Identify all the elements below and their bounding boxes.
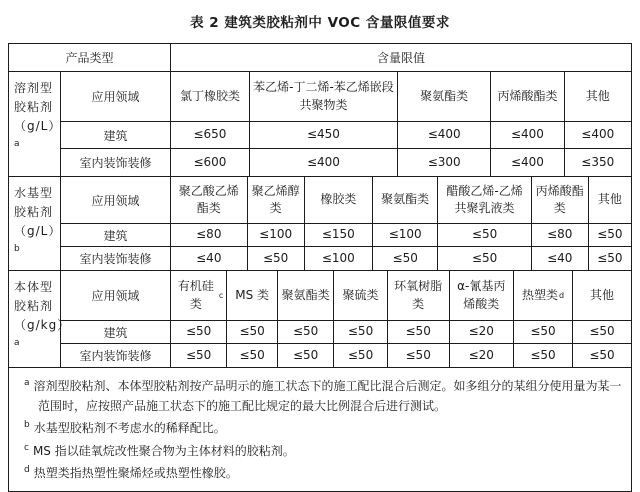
column-header-label: 环氧树脂类 [394,279,443,311]
product-type-cell [9,271,71,367]
column-footnote-mark: d [558,290,565,300]
column-header-cell [565,72,631,121]
footnotes-area [9,368,631,491]
limit-value-cell: ≤50 [227,321,278,343]
limit-value-cell: ≤50 [597,227,623,242]
column-header-cell [278,271,334,320]
limit-value-cell: ≤50 [334,321,388,343]
limit-value-cell: ≤400 [491,122,564,148]
product-type-name-line: 胶粘剂 [14,205,54,220]
section-body [61,72,631,176]
limit-value-cell: ≤350 [581,154,615,169]
page-title: 表 2 建筑类胶粘剂中 VOC 含量限值要求 [190,15,450,31]
product-type-name-line: 本体型 [14,280,54,294]
limit-value-cell: ≤400 [398,122,491,148]
column-header-label: 聚乙烯醇类 [251,183,300,215]
limit-value-cell: ≤50 [373,247,438,270]
row-label: 建筑 [61,224,171,246]
limit-value-cell: ≤650 [171,122,250,148]
limit-value-cell: ≤20 [450,344,514,367]
footnote-marker: a [24,378,30,388]
column-header-label: 醋酸乙烯-乙烯共聚乳液类 [446,183,523,215]
column-header-label: 苯乙烯-丁二烯-苯乙烯嵌段共聚物类 [253,80,394,112]
column-header-cell [250,72,398,121]
row-label: 建筑 [61,122,171,148]
data-row [61,344,631,367]
product-type-name-line: 胶粘剂 [14,299,54,314]
section-bulk-type [9,271,631,368]
column-header-cell [388,271,450,320]
column-header-cell [438,177,531,223]
footnote-text: 水基型胶粘剂不考虑水的稀释配比。 [33,421,226,435]
section-body [61,271,631,367]
column-header-label: 其他 [589,287,614,302]
limit-value-cell: ≤50 [438,224,531,246]
column-header-cell [491,72,564,121]
application-area-label: 应用领域 [61,177,171,223]
application-area-label: 应用领域 [61,72,171,121]
limit-value-cell: ≤40 [532,247,589,270]
footnote-marker: c [24,442,29,453]
product-type-cell [9,177,61,270]
footnote [24,374,623,416]
column-header-label: 丙烯酸酯类 [497,88,558,103]
limit-value-cell: ≤400 [581,127,615,142]
limit-value-cell: ≤50 [597,250,623,265]
column-header-row [61,177,631,224]
limit-value-cell: ≤600 [171,149,250,176]
limit-value-cell: ≤50 [438,247,531,270]
limit-value-cell: ≤100 [305,247,373,270]
header-content-limit: 含量限值 [376,51,425,65]
column-header-label: 聚乙酸乙烯酯类 [178,183,239,215]
limit-value-cell: ≤50 [227,344,278,367]
limit-value-cell: ≤50 [514,344,573,367]
column-header-label: MS 类 [235,287,270,302]
data-row [61,321,631,344]
limit-value-cell: ≤100 [373,224,438,246]
column-header-row [61,271,631,321]
limit-value-cell: ≤50 [248,247,305,270]
product-type-footnote-mark: b [14,243,20,254]
column-header-label: 其他 [597,192,622,207]
column-header-label: 有机硅类 [177,279,214,311]
limit-value-cell: ≤50 [334,344,388,367]
product-type-footnote-mark: a [14,337,20,348]
footnote-text: MS 指以硅氧烷改性聚合物为主体材料的胶粘剂。 [32,443,295,458]
product-type-unit: （g/L） [14,224,62,239]
table-header-row [9,44,631,72]
row-label: 室内装饰装修 [61,344,171,367]
column-footnote-mark: c [218,290,224,300]
product-type-cell [9,72,61,176]
limit-value-cell: ≤300 [398,149,491,176]
column-header-label: 聚氨酯类 [381,192,430,207]
column-header-label: 氯丁橡胶类 [179,88,240,103]
column-header-label: 聚氨酯类 [420,88,469,103]
footnote-marker: d [24,465,30,475]
row-label: 建筑 [61,321,171,343]
footnote-marker: b [24,420,30,430]
column-header-cell [171,271,227,320]
footnote [24,439,623,462]
column-header-cell [334,271,388,320]
column-header-label: 橡胶类 [320,192,357,207]
column-header-label: 聚硫类 [342,287,379,302]
data-row [61,247,631,270]
row-label: 室内装饰装修 [61,247,171,270]
limit-value-cell: ≤50 [589,324,615,339]
column-header-cell [589,177,631,223]
column-header-row [61,72,631,122]
footnote [24,416,623,439]
limit-value-cell: ≤400 [250,149,398,176]
row-label: 室内装饰装修 [61,149,171,176]
voc-limit-table [8,43,632,492]
limit-value-cell: ≤50 [388,321,450,343]
footnote-text: 溶剂型胶粘剂、本体型胶粘剂按产品明示的施工状态下的施工配比混合后测定。如多组分的某组分使用量为某一范围时，应按照产品施工状态下的施工配比规定的最大比例混合后进行测试。 [33,379,622,413]
footnote [24,461,623,484]
limit-value-cell: ≤50 [589,347,615,362]
limit-value-cell: ≤150 [305,224,373,246]
limit-value-cell: ≤50 [171,321,227,343]
column-header-cell [227,271,278,320]
limit-value-cell: ≤400 [491,149,564,176]
product-type-name-line: 胶粘剂 [14,100,54,115]
column-header-label: 热塑类 [521,287,558,302]
column-header-label: 聚氨酯类 [281,287,330,302]
column-header-cell [305,177,373,223]
section-water-based [9,177,631,271]
limit-value-cell: ≤50 [388,344,450,367]
column-header-cell [373,177,438,223]
application-area-label: 应用领域 [61,271,171,320]
column-header-cell [450,271,514,320]
section-body [61,177,631,270]
limit-value-cell: ≤100 [248,224,305,246]
product-type-name-line: 水基型 [14,186,54,200]
data-row [61,224,631,247]
column-header-cell [248,177,305,223]
data-row [61,122,631,149]
limit-value-cell: ≤50 [278,321,334,343]
section-solvent-based [9,72,631,177]
product-type-name-line: 溶剂型 [14,81,54,95]
limit-value-cell: ≤450 [250,122,398,148]
product-type-footnote-mark: a [14,138,20,149]
limit-value-cell: ≤80 [171,224,248,246]
limit-value-cell: ≤80 [532,224,589,246]
footnote-text: 热塑类指热塑性聚烯烃或热塑性橡胶。 [33,466,238,480]
limit-value-cell: ≤50 [278,344,334,367]
product-type-unit: （g/L） [14,119,62,134]
product-type-unit: （g/kg） [14,318,71,333]
data-row [61,149,631,176]
column-header-cell [398,72,491,121]
column-header-label: α-氰基丙烯酸类 [457,279,506,311]
column-header-cell [573,271,631,320]
header-product-type: 产品类型 [9,44,171,71]
column-header-cell [171,72,250,121]
limit-value-cell: ≤40 [171,247,248,270]
column-header-cell [171,177,248,223]
column-header-cell [532,177,589,223]
column-header-label: 丙烯酸酯类 [535,183,584,215]
limit-value-cell: ≤50 [171,344,227,367]
column-header-cell [514,271,573,320]
limit-value-cell: ≤50 [514,321,573,343]
limit-value-cell: ≤20 [450,321,514,343]
column-header-label: 其他 [585,88,610,103]
